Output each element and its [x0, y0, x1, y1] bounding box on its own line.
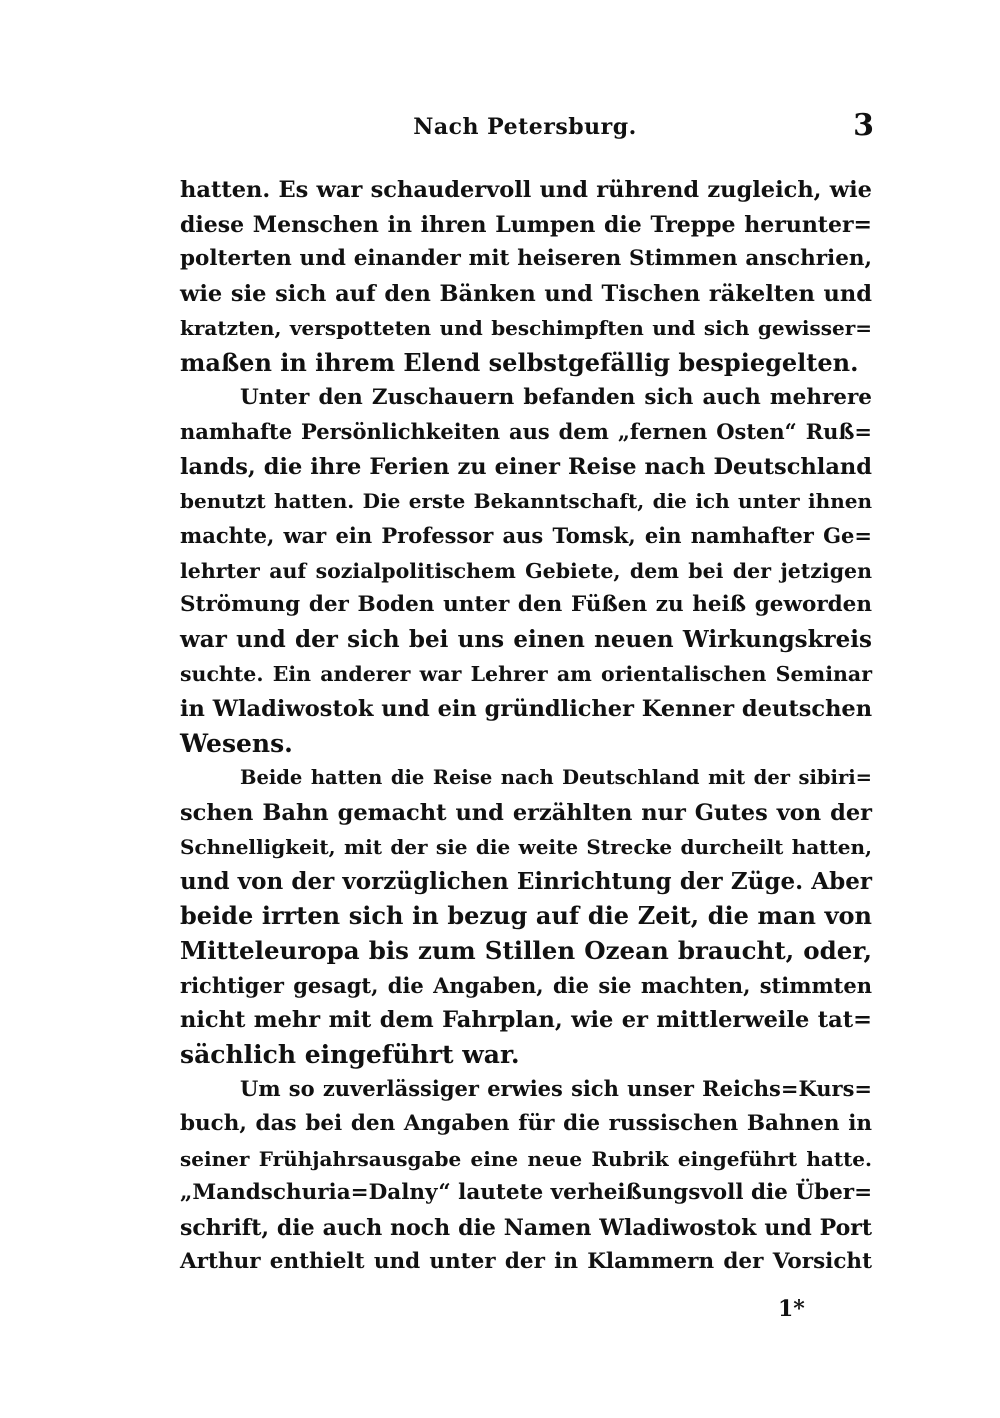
text-line: machte, war ein Professor aus Tomsk, ein namhafter Ge=: [180, 522, 872, 548]
text-line: sächlich eingeführt war.: [180, 1039, 520, 1069]
text-line-paragraph-start: Unter den Zuschauern befanden sich auch mehrere: [240, 384, 872, 410]
text-line: benutzt hatten. Die erste Bekanntschaft, die ich unter ihnen: [180, 489, 872, 514]
text-line: kratzten, verspotteten und beschimpften und sich gewisser=: [180, 316, 872, 341]
text-line: wie sie sich auf den Bänken und Tischen räkelten und: [180, 280, 872, 307]
text-line: nicht mehr mit dem Fahrplan, wie er mittlerweile tat=: [180, 1007, 872, 1034]
text-line: Schnelligkeit, mit der sie die weite Strecke durcheilt hatten,: [180, 835, 872, 860]
text-line: schrift, die auch noch die Namen Wladiwostok und Port: [180, 1214, 872, 1241]
sheet-signature: 1*: [778, 1296, 805, 1322]
text-line: beide irrten sich in bezug auf die Zeit, die man von: [180, 901, 872, 931]
running-title: Nach Petersburg.: [413, 114, 637, 140]
text-line: diese Menschen in ihren Lumpen die Treppe herunter=: [180, 211, 872, 238]
text-line: hatten. Es war schaudervoll und rührend zugleich, wie: [180, 177, 872, 203]
text-line: Wesens.: [180, 728, 293, 758]
text-line: maßen in ihrem Elend selbstgefällig bespiegelten.: [180, 347, 859, 377]
text-line: Strömung der Boden unter den Füßen zu heiß geworden: [180, 592, 872, 618]
text-line: richtiger gesagt, die Angaben, die sie machten, stimmten: [180, 972, 872, 998]
text-line-paragraph-start: Beide hatten die Reise nach Deutschland mit der sibiri=: [240, 766, 872, 790]
text-line: Arthur enthielt und unter der in Klammern der Vorsicht: [180, 1249, 872, 1275]
text-line: schen Bahn gemacht und erzählten nur Gutes von der: [180, 799, 872, 826]
text-line: lehrter auf sozialpolitischem Gebiete, dem bei der jetzigen: [180, 558, 872, 583]
text-line: „Mandschuria=Dalny“ lautete verheißungsvoll die Über=: [180, 1180, 873, 1206]
page-number: 3: [853, 108, 874, 143]
text-line: war und der sich bei uns einen neuen Wirkungskreis: [180, 625, 872, 653]
running-header: [180, 108, 880, 148]
text-line: lands, die ihre Ferien zu einer Reise nach Deutschland: [180, 453, 872, 480]
text-line: und von der vorzüglichen Einrichtung der Züge. Aber: [180, 867, 872, 895]
text-line: in Wladiwostok und ein gründlicher Kenner deutschen: [180, 695, 873, 722]
text-line: buch, das bei den Angaben für die russischen Bahnen in: [180, 1111, 872, 1137]
text-line-paragraph-start: Um so zuverlässiger erwies sich unser Reichs=Kurs=: [240, 1076, 872, 1102]
text-line: polterten und einander mit heiseren Stimmen anschrien,: [180, 246, 872, 272]
text-line: Mitteleuropa bis zum Stillen Ozean braucht, oder,: [180, 936, 872, 966]
text-line: suchte. Ein anderer war Lehrer am orientalischen Seminar: [180, 662, 872, 687]
body-text: [180, 173, 872, 1280]
text-line: seiner Frühjahrsausgabe eine neue Rubrik eingeführt hatte.: [180, 1146, 872, 1171]
text-line: namhafte Persönlichkeiten aus dem „fernen Osten“ Ruß=: [180, 419, 872, 445]
